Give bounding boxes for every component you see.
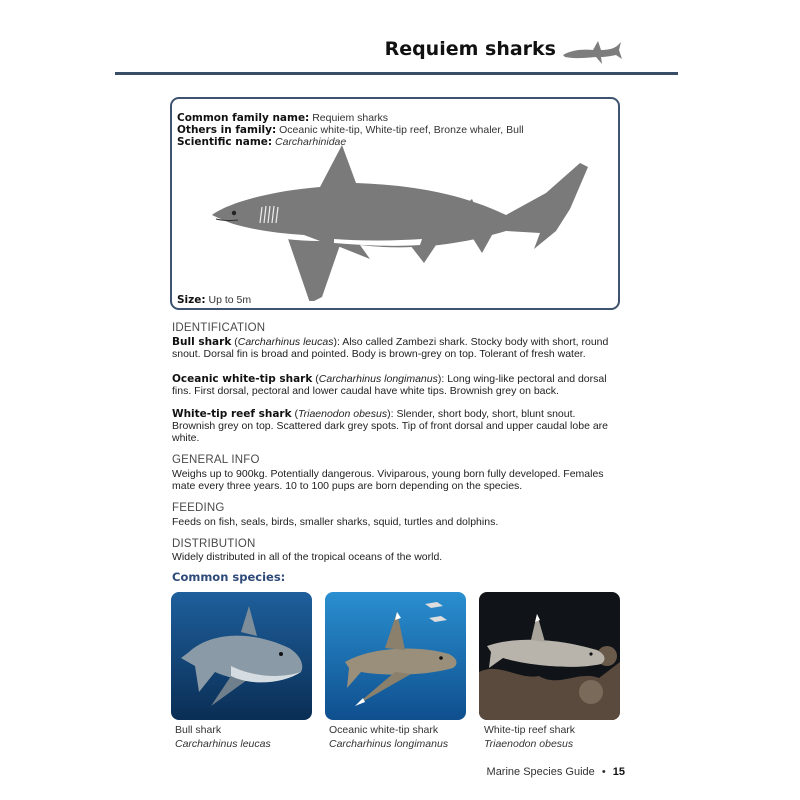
footer-bullet: • [601,766,606,778]
oceanic-white-tip-description: Oceanic white-tip shark (Carcharhinus longimanus): Long wing-like pectoral and dorsal fins. First dorsal, pectoral and lower caudal have white tips. Brownish grey on back. [172,373,607,397]
scientific-name-line: Scientific name: Carcharhinidae [177,136,347,148]
requiem-shark-illustration [210,141,590,301]
common-species-heading: Common species: [172,570,286,584]
general-info-heading: GENERAL INFO [172,454,260,466]
general-info-text: Weighs up to 900kg. Potentially dangerous. Viviparous, young born fully developed. Females mate every three years. 10 to 100 pups are born depending on the species. [172,468,604,492]
bull-shark-photo [171,592,312,720]
shark-silhouette-icon [561,40,623,68]
common-family-line: Common family name: Requiem sharks [177,112,389,124]
bull-shark-caption: Bull shark Carcharhinus leucas [175,724,271,750]
guide-name: Marine Species Guide [486,766,595,778]
distribution-heading: DISTRIBUTION [172,538,256,550]
feeding-text: Feeds on fish, seals, birds, smaller sharks, squid, turtles and dolphins. [172,516,499,528]
identification-heading: IDENTIFICATION [172,322,266,334]
oceanic-white-tip-caption: Oceanic white-tip shark Carcharhinus longimanus [329,724,449,750]
size-line: Size: Up to 5m [177,294,252,306]
page-footer [470,766,625,778]
header-rule [115,72,678,75]
oceanic-white-tip-photo [325,592,466,720]
white-tip-reef-caption: White-tip reef shark Triaenodon obesus [484,724,576,750]
others-in-family-line: Others in family: Oceanic white-tip, White-tip reef, Bronze whaler, Bull [177,124,524,136]
feeding-heading: FEEDING [172,502,225,514]
page-number: 15 [612,766,625,778]
page-title: Requiem sharks [384,38,556,60]
distribution-text: Widely distributed in all of the tropical oceans of the world. [172,551,443,563]
family-info-box [170,97,620,310]
white-tip-reef-description: White-tip reef shark (Triaenodon obesus): Slender, short body, short, blunt snout. Brownish grey on top. Scattered dark grey spots. Tip of front dorsal and upper caudal lobe are white. [172,408,609,444]
white-tip-reef-photo [479,592,620,720]
bull-shark-description: Bull shark (Carcharhinus leucas): Also called Zambezi shark. Stocky body with short, round snout. Dorsal fin is broad and pointed. Body is brown-grey on top. Tolerant of fresh water. [172,336,609,360]
